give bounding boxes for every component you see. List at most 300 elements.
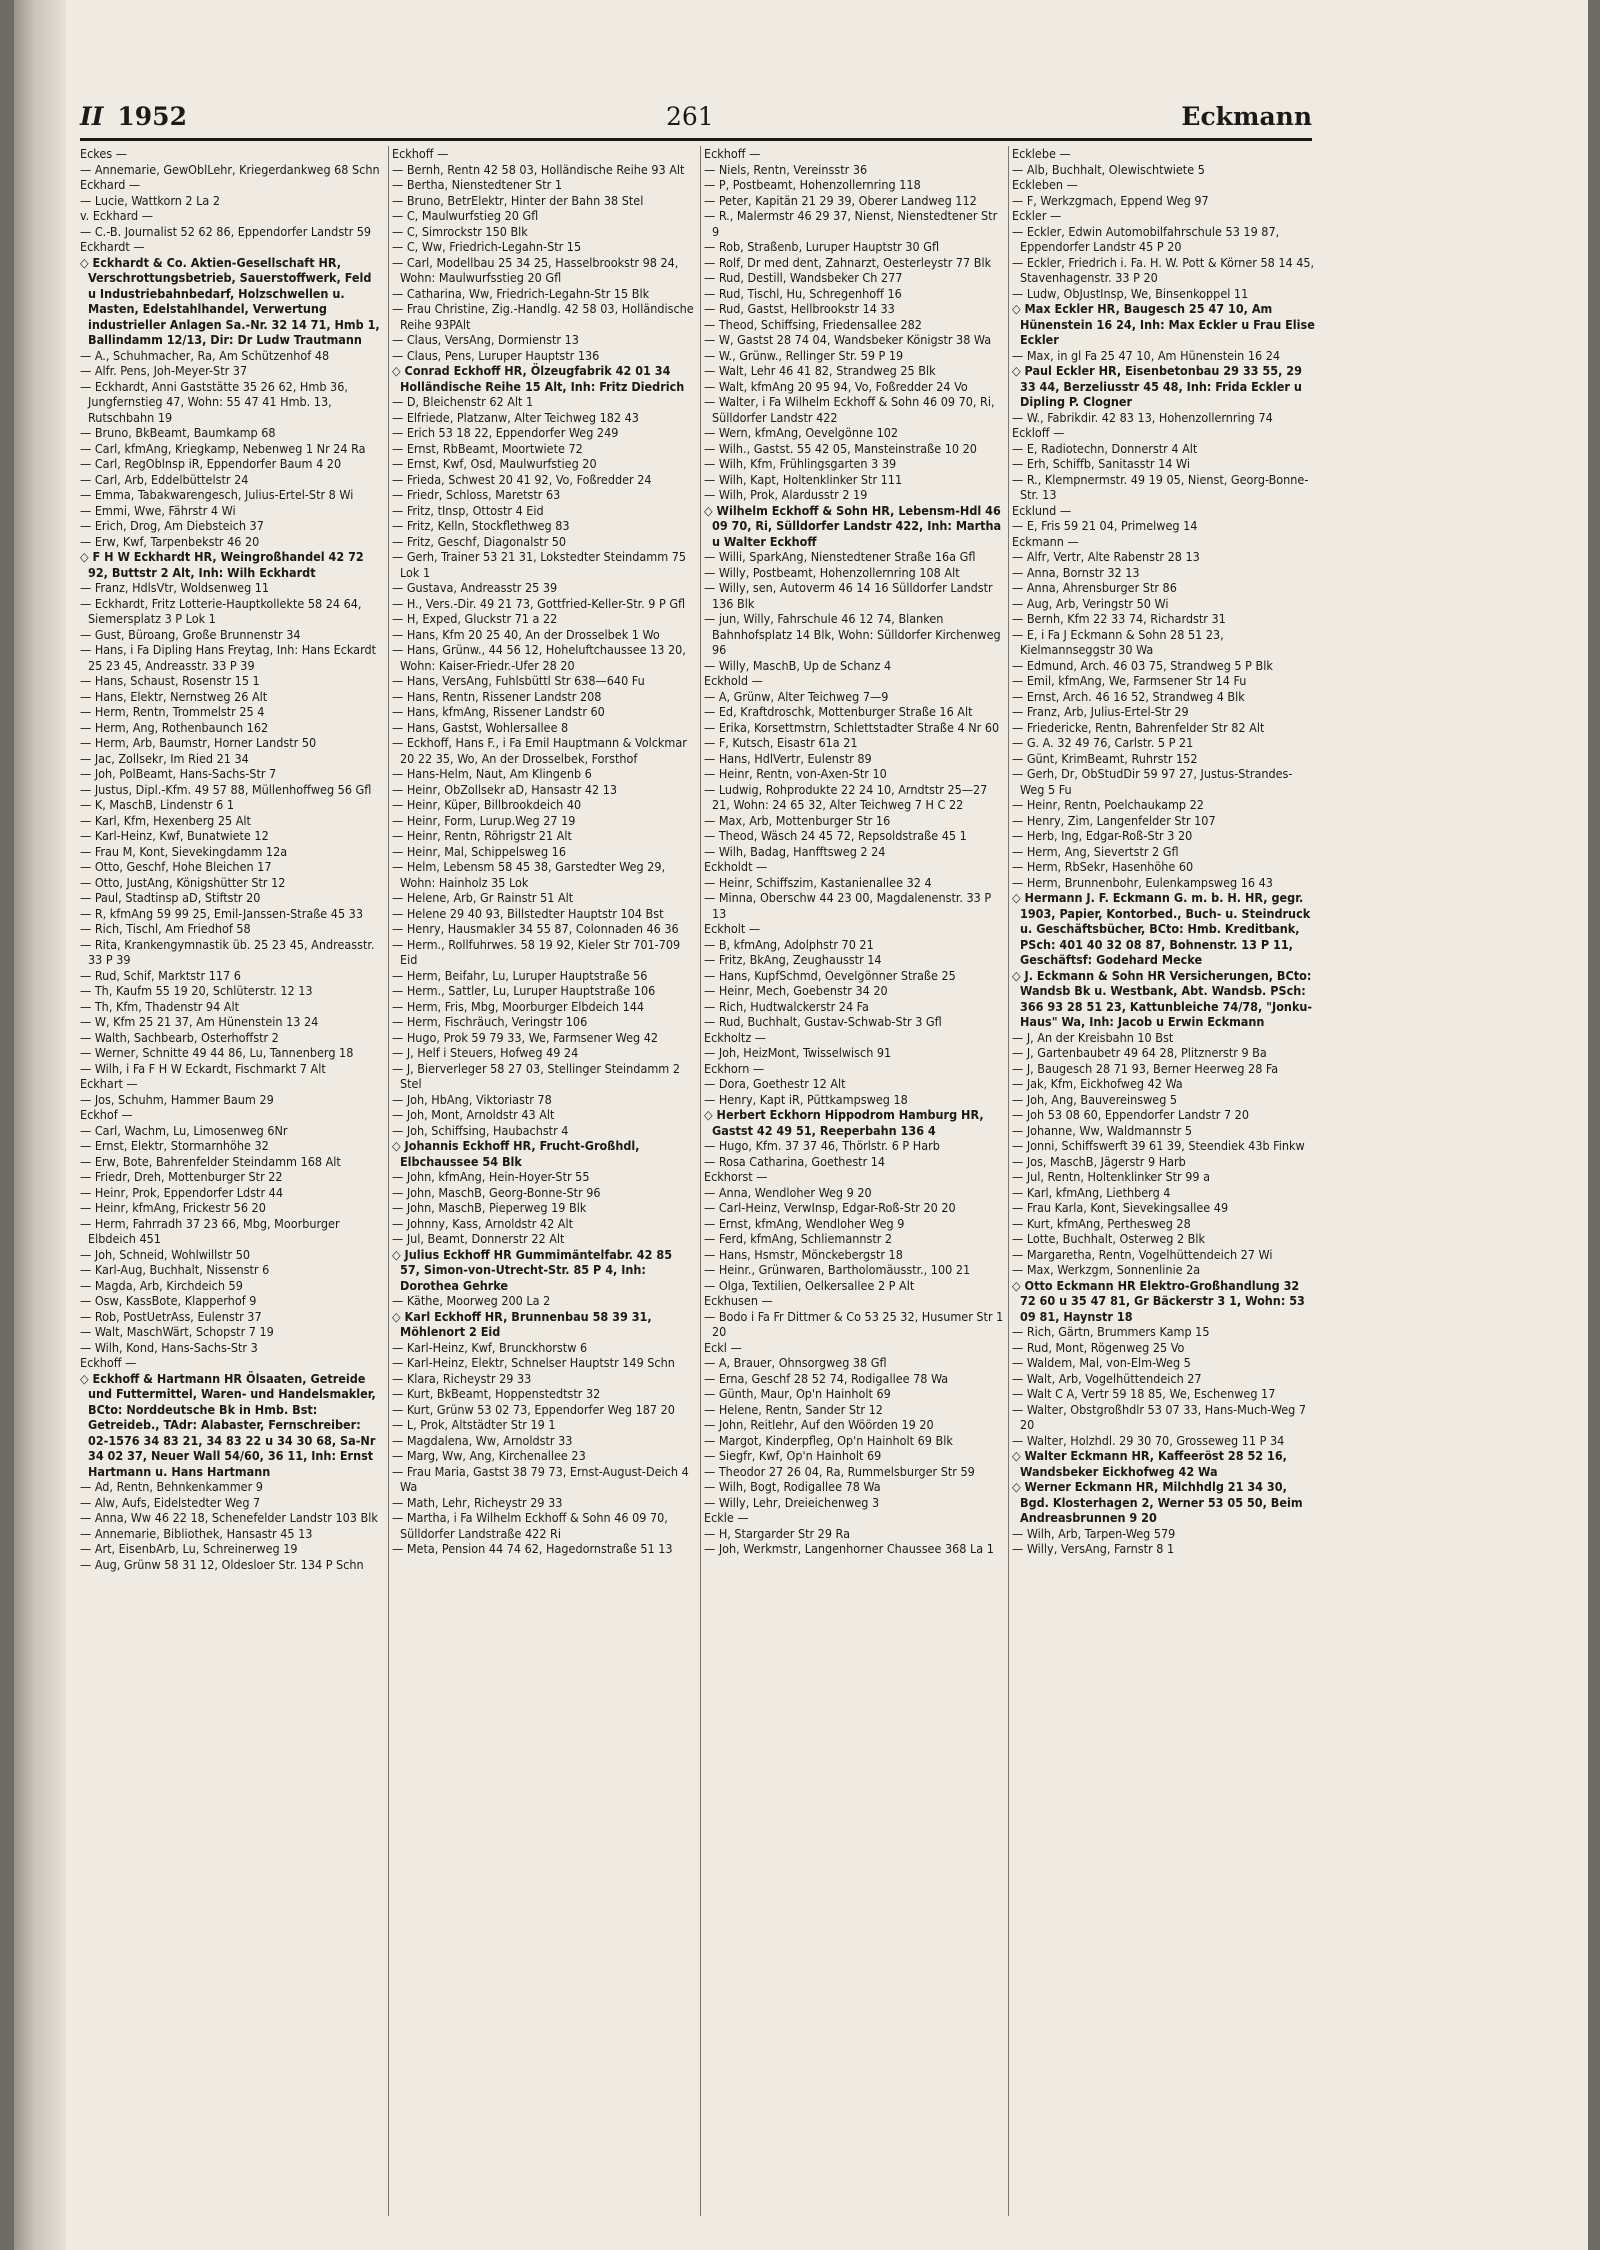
directory-entry: — Heinr, Mal, Schippelsweg 16: [392, 843, 566, 859]
directory-entry: ◇ Johannis Eckhoff HR, Frucht-Großhdl, Elbchaussee 54 Blk: [392, 1138, 640, 1169]
directory-entry: — Johanne, Ww, Waldmannstr 5: [1012, 1122, 1193, 1138]
directory-entry: — Hans, Kfm 20 25 40, An der Drosselbek 1 Wo: [392, 626, 660, 642]
directory-entry: — Magda, Arb, Kirchdeich 59: [80, 1277, 243, 1293]
directory-entry: — Helene, Rentn, Sander Str 12: [704, 1401, 883, 1417]
directory-entry: — Jac, Zollsekr, Im Ried 21 34: [80, 750, 249, 766]
directory-entry: ◇ Julius Eckhoff HR Gummimäntelfabr. 42 85 57, Simon-von-Utrecht-Str. 85 P 4, Inh: Dorothea Gehrke: [392, 1246, 673, 1293]
directory-entry: — Peter, Kapitän 21 29 39, Oberer Landweg 112: [704, 192, 977, 208]
column-2: [392, 146, 695, 2226]
directory-entry: — Theod, Schiffsing, Friedensallee 282: [704, 316, 922, 332]
directory-entry: — Carl, Modellbau 25 34 25, Hasselbrookstr 98 24, Wohn: Maulwurfsstieg 20 Gfl: [392, 254, 679, 285]
directory-entry: — Kurt, BkBeamt, Hoppenstedtstr 32: [392, 1386, 601, 1401]
directory-entry: — Th, Kfm, Thadenstr 94 Alt: [80, 998, 240, 1014]
directory-entry: — Rolf, Dr med dent, Zahnarzt, Oesterleystr 77 Blk: [704, 254, 992, 270]
directory-entry: — Carl, Wachm, Lu, Limosenweg 6Nr: [80, 1122, 288, 1138]
directory-entry: — K, MaschB, Lindenstr 6 1: [80, 797, 234, 812]
directory-entry: — Erich, Drog, Am Diebsteich 37: [80, 518, 264, 533]
directory-entry: — Joh, Werkmstr, Langenhorner Chaussee 368 La 1: [704, 1541, 994, 1556]
directory-entry: — Erw, Bote, Bahrenfelder Steindamm 168 Alt: [80, 1153, 341, 1169]
directory-entry: — Rich, Hudtwalckerstr 24 Fa: [704, 998, 869, 1014]
directory-entry: — Kurt, Grünw 53 02 73, Eppendorfer Weg 187 20: [392, 1401, 675, 1417]
directory-entry: — Hans, HdlVertr, Eulenstr 89: [704, 750, 872, 766]
directory-entry: — John, MaschB, Pieperweg 19 Blk: [392, 1200, 587, 1215]
directory-entry: — Eckhardt, Fritz Lotterie-Hauptkollekte 58 24 64, Siemersplatz 3 P Lok 1: [80, 595, 362, 626]
directory-entry: — Eckler, Friedrich i. Fa. H. W. Pott & Körner 58 14 45, Stavenhagenstr. 33 P 20: [1012, 254, 1315, 285]
directory-entry: — Bruno, BkBeamt, Baumkamp 68: [80, 425, 276, 440]
directory-entry: — F, Werkzgmach, Eppend Weg 97: [1012, 192, 1209, 208]
directory-entry: ◇ Herbert Eckhorn Hippodrom Hamburg HR, Gastst 42 49 51, Reeperbahn 136 4: [704, 1107, 984, 1138]
directory-entry: — Claus, VersAng, Dormienstr 13: [392, 332, 579, 347]
directory-entry: — Ludw, ObJustInsp, We, Binsenkoppel 11: [1012, 285, 1249, 301]
directory-entry: — Margot, Kinderpfleg, Op'n Hainholt 69 Blk: [704, 1432, 953, 1448]
directory-entry: — Claus, Pens, Luruper Hauptstr 136: [392, 347, 600, 363]
directory-entry: — Karl, kfmAng, Liethberg 4: [1012, 1184, 1171, 1200]
directory-entry: — Magdalena, Ww, Arnoldstr 33: [392, 1432, 573, 1448]
column-divider: [700, 146, 701, 2216]
directory-entry: — Willi, SparkAng, Nienstedtener Straße 16a Gfl: [704, 549, 976, 564]
directory-entry: — Eckhardt, Anni Gaststätte 35 26 62, Hmb 36, Jungfernstieg 47, Wohn: 55 47 41 Hmb. 13, Rutschbahn 19: [80, 378, 348, 425]
directory-entry: — Jonni, Schiffswerft 39 61 39, Steendiek 43b Finkw: [1012, 1138, 1305, 1153]
directory-entry: — Rob, PostUetrAss, Eulenstr 37: [80, 1308, 262, 1324]
directory-entry: — Martha, i Fa Wilhelm Eckhoff & Sohn 46 09 70, Sülldorfer Landstraße 422 Ri: [392, 1510, 668, 1541]
directory-entry: — Willy, Lehr, Dreieichenweg 3: [704, 1494, 880, 1510]
directory-entry: — Hans, Grünw., 44 56 12, Hoheluftchaussee 13 20, Wohn: Kaiser-Friedr.-Ufer 28 20: [392, 642, 686, 673]
directory-entry: — Walter, i Fa Wilhelm Eckhoff & Sohn 46 09 70, Ri, Sülldorfer Landstr 422: [704, 394, 995, 425]
directory-entry: — Joh, HeizMont, Twisselwisch 91: [704, 1045, 892, 1060]
directory-entry: — A, Brauer, Ohnsorgweg 38 Gfl: [704, 1355, 887, 1370]
directory-entry: — Alfr. Pens, Joh-Meyer-Str 37: [80, 363, 248, 378]
directory-entry: — Otto, Geschf, Hohe Bleichen 17: [80, 859, 272, 874]
directory-entry: ◇ J. Eckmann & Sohn HR Versicherungen, BCto: Wandsb Bk u. Westbank, Abt. Wandsb. PSch: 366 93 28 51 23, Kattunbleiche 74/78, "Jonku-Haus" Wa, Inh: Jacob u Erwin Eckmann: [1012, 967, 1313, 1029]
directory-entry: Eckholtz —: [704, 1029, 767, 1045]
directory-entry: — Joh, HbAng, Viktoriastr 78: [392, 1091, 552, 1107]
directory-entry: — A., Schuhmacher, Ra, Am Schützenhof 48: [80, 347, 330, 363]
directory-entry: — Paul, Stadtinsp aD, Stiftstr 20: [80, 890, 261, 905]
directory-entry: — Heinr, Rentn, Röhrigstr 21 Alt: [392, 828, 572, 843]
directory-entry: — Wilh, Bogt, Rodigallee 78 Wa: [704, 1479, 881, 1494]
directory-entry: — J, An der Kreisbahn 10 Bst: [1012, 1029, 1174, 1045]
directory-entry: — Bertha, Nienstedtener Str 1: [392, 177, 563, 192]
directory-entry: — Herb, Ing, Edgar-Roß-Str 3 20: [1012, 828, 1193, 843]
directory-entry: — Ludwig, Rohprodukte 22 24 10, Arndtstr 25—27 21, Wohn: 24 65 32, Alter Teichweg 7 H C 22: [704, 781, 988, 812]
directory-entry: — Jos, Schuhm, Hammer Baum 29: [80, 1091, 274, 1107]
directory-entry: — Henry, Kapt iR, Püttkampsweg 18: [704, 1091, 908, 1107]
directory-entry: — Rud, Gastst, Hellbrookstr 14 33: [704, 301, 895, 316]
directory-entry: Eckhold —: [704, 673, 763, 688]
directory-entry: — Kurt, kfmAng, Perthesweg 28: [1012, 1215, 1191, 1231]
directory-entry: — Joh, Mont, Arnoldstr 43 Alt: [392, 1107, 555, 1122]
directory-entry: — Herm, RbSekr, Hasenhöhe 60: [1012, 859, 1194, 874]
directory-entry: — Fritz, Kelln, Stockflethweg 83: [392, 518, 570, 533]
directory-entry: — J, Gartenbaubetr 49 64 28, Plitznerstr 9 Ba: [1012, 1045, 1267, 1060]
directory-entry: — John, MaschB, Georg-Bonne-Str 96: [392, 1184, 601, 1200]
directory-entry: — Heinr, Form, Lurup.Weg 27 19: [392, 812, 576, 828]
directory-entry: — Friedr, Dreh, Mottenburger Str 22: [80, 1169, 283, 1184]
directory-entry: — Ed, Kraftdroschk, Mottenburger Straße 16 Alt: [704, 704, 973, 719]
directory-entry: — E, Fris 59 21 04, Primelweg 14: [1012, 518, 1198, 533]
directory-entry: Eckhard —: [80, 177, 141, 192]
directory-entry: — Wern, kfmAng, Oevelgönne 102: [704, 425, 899, 440]
directory-entry: — Hans, Hsmstr, Mönckebergstr 18: [704, 1246, 903, 1262]
directory-entry: — Walter, Holzhdl. 29 30 70, Grosseweg 11 P 34: [1012, 1432, 1285, 1448]
directory-entry: — W., Grünw., Rellinger Str. 59 P 19: [704, 347, 904, 363]
directory-entry: — Herm, Beifahr, Lu, Luruper Hauptstraße 56: [392, 967, 648, 983]
directory-entry: — C.-B. Journalist 52 62 86, Eppendorfer Landstr 59: [80, 223, 372, 239]
directory-entry: — Erh, Schiffb, Sanitasstr 14 Wi: [1012, 456, 1190, 471]
directory-entry: — John, kfmAng, Hein-Hoyer-Str 55: [392, 1169, 590, 1184]
directory-entry: — Heinr, Rentn, Poelchaukamp 22: [1012, 797, 1204, 812]
directory-entry: Eckhusen —: [704, 1293, 773, 1308]
directory-entry: — Erich 53 18 22, Eppendorfer Weg 249: [392, 425, 619, 440]
directory-entry: — Wilh, Badag, Hanfftsweg 2 24: [704, 843, 886, 859]
directory-entry: — Johnny, Kass, Arnoldstr 42 Alt: [392, 1215, 574, 1231]
directory-entry: — Minna, Oberschw 44 23 00, Magdalenenstr. 33 P 13: [704, 890, 992, 921]
directory-entry: ◇ Eckhardt & Co. Aktien-Gesellschaft HR, Verschrottungsbetrieb, Sauerstoffwerk, Feld u Industriebahnbedarf, Holzschwellen u. Masten, Edelstahlhandel, Verwertung industrieller Anlagen Sa.-Nr. 32 14 71, Hmb 1, Ballindamm 12/13, Dir: Dr Ludw Trautmann: [80, 254, 380, 347]
directory-entry: — Günt, KrimBeamt, Ruhrstr 152: [1012, 750, 1198, 766]
directory-entry: — Bernh, Rentn 42 58 03, Holländische Reihe 93 Alt: [392, 161, 685, 177]
directory-entry: ◇ Walter Eckmann HR, Kaffeeröst 28 52 16, Wandsbeker Eickhofweg 42 Wa: [1012, 1448, 1287, 1479]
directory-entry: — Rud, Tischl, Hu, Schregenhoff 16: [704, 285, 902, 301]
year: 1952: [117, 102, 187, 131]
directory-entry: — Herm, Brunnenbohr, Eulenkampsweg 16 43: [1012, 874, 1273, 890]
directory-entry: v. Eckhard —: [80, 208, 154, 223]
directory-entry: — Anna, Ww 46 22 18, Schenefelder Landstr 103 Blk: [80, 1510, 378, 1525]
directory-entry: — Willy, sen, Autoverm 46 14 16 Sülldorfer Landstr 136 Blk: [704, 580, 993, 611]
volume-roman: II: [80, 102, 104, 131]
directory-entry: — Art, EisenbArb, Lu, Schreinerweg 19: [80, 1541, 298, 1556]
directory-entry: — Erika, Korsettmstrn, Schlettstadter Straße 4 Nr 60: [704, 719, 1000, 735]
directory-entry: — Fritz, Geschf, Diagonalstr 50: [392, 533, 567, 549]
directory-entry: — Ernst, RbBeamt, Moortwiete 72: [392, 440, 583, 456]
directory-entry: — Waldem, Mal, von-Elm-Weg 5: [1012, 1355, 1191, 1370]
directory-entry: ◇ Paul Eckler HR, Eisenbetonbau 29 33 55, 29 33 44, Berzeliusstr 45 48, Inh: Frida Eckler u Dipling P. Clogner: [1012, 363, 1302, 409]
directory-entry: — W, Gastst 28 74 04, Wandsbeker Königstr 38 Wa: [704, 332, 992, 347]
directory-entry: — Willy, Postbeamt, Hohenzollernring 108 Alt: [704, 564, 960, 580]
directory-entry: — Fritz, BkAng, Zeughausstr 14: [704, 952, 882, 967]
directory-entry: Ecklebe —: [1012, 146, 1071, 161]
volume-year: [80, 102, 187, 131]
directory-entry: — Karl-Heinz, Elektr, Schnelser Hauptstr 149 Schn: [392, 1355, 675, 1370]
directory-entry: — Walt, kfmAng 20 95 94, Vo, Foßredder 24 Vo: [704, 378, 968, 394]
directory-entry: — Willy, MaschB, Up de Schanz 4: [704, 657, 892, 673]
directory-entry: — W., Fabrikdir. 42 83 13, Hohenzollernring 74: [1012, 409, 1273, 425]
page-number: 261: [666, 102, 714, 131]
directory-entry: — Hans, i Fa Dipling Hans Freytag, Inh: Hans Eckardt 25 23 45, Andreasstr. 33 P 39: [80, 642, 377, 673]
directory-entry: — J, Bierverleger 58 27 03, Stellinger Steindamm 2 Stel: [392, 1060, 680, 1091]
directory-entry: — C, Maulwurfstieg 20 Gfl: [392, 208, 539, 223]
directory-entry: — Lucie, Wattkorn 2 La 2: [80, 192, 221, 208]
directory-entry: — Rita, Krankengymnastik üb. 25 23 45, Andreasstr. 33 P 39: [80, 936, 375, 967]
directory-entry: — Joh, PolBeamt, Hans-Sachs-Str 7: [80, 766, 277, 781]
directory-entry: — Joh 53 08 60, Eppendorfer Landstr 7 20: [1012, 1107, 1249, 1122]
directory-entry: — Ferd, kfmAng, Schliemannstr 2: [704, 1231, 893, 1246]
directory-entry: — Walt, MaschWärt, Schopstr 7 19: [80, 1324, 274, 1339]
directory-entry: — H, Stargarder Str 29 Ra: [704, 1525, 850, 1541]
directory-entry: — Annemarie, GewOblLehr, Kriegerdankweg 68 Schn: [80, 161, 380, 177]
directory-entry: — R., Malermstr 46 29 37, Nienst, Nienstedtener Str 9: [704, 208, 998, 239]
directory-entry: — Heinr, Rentn, von-Axen-Str 10: [704, 766, 887, 781]
column-divider: [388, 146, 389, 2216]
directory-entry: — Rich, Gärtn, Brummers Kamp 15: [1012, 1324, 1210, 1339]
directory-entry: — Herm, Fischräuch, Veringstr 106: [392, 1014, 588, 1029]
directory-entry: Eckhart —: [80, 1076, 138, 1091]
directory-entry: — Heinr, Prok, Eppendorfer Ldstr 44: [80, 1184, 283, 1200]
directory-entry: — Ad, Rentn, Behnkenkammer 9: [80, 1479, 263, 1494]
directory-entry: — Klara, Richeystr 29 33: [392, 1370, 532, 1386]
directory-entry: — Carl, Arb, Eddelbüttelstr 24: [80, 471, 249, 487]
directory-entry: — L, Prok, Altstädter Str 19 1: [392, 1417, 556, 1432]
directory-entry: — Max, Arb, Mottenburger Str 16: [704, 812, 891, 828]
directory-entry: — Friedericke, Rentn, Bahrenfelder Str 82 Alt: [1012, 719, 1265, 735]
directory-entry: — Emma, Tabakwarengesch, Julius-Ertel-Str 8 Wi: [80, 487, 354, 502]
directory-entry: Eckhoff —: [392, 146, 449, 161]
directory-entry: — Herm, Ang, Sievertstr 2 Gfl: [1012, 843, 1179, 859]
directory-entry: — Rosa Catharina, Goethestr 14: [704, 1153, 886, 1169]
directory-entry: — Justus, Dipl.-Kfm. 49 57 88, Müllenhoffweg 56 Gfl: [80, 781, 372, 797]
directory-entry: Eckhorn —: [704, 1060, 765, 1076]
directory-entry: Eckle —: [704, 1510, 749, 1525]
directory-entry: — G. A. 32 49 76, Carlstr. 5 P 21: [1012, 735, 1194, 750]
directory-entry: — Walt, Lehr 46 41 82, Strandweg 25 Blk: [704, 363, 936, 378]
directory-entry: — Wilh, Prok, Alardusstr 2 19: [704, 487, 868, 502]
directory-entry: — Bernh, Kfm 22 33 74, Richardstr 31: [1012, 611, 1226, 626]
column-1: [80, 146, 383, 2226]
directory-entry: — E, Radiotechn, Donnerstr 4 Alt: [1012, 440, 1198, 456]
column-4: [1012, 146, 1315, 2226]
directory-entry: — Heinr, Küper, Billbrookdeich 40: [392, 797, 582, 812]
directory-entry: — H, Exped, Gluckstr 71 a 22: [392, 611, 558, 626]
directory-entry: — Ernst, kfmAng, Wendloher Weg 9: [704, 1215, 905, 1231]
directory-entry: Eckhardt —: [80, 239, 145, 254]
directory-entry: — Carl, kfmAng, Kriegkamp, Nebenweg 1 Nr 24 Ra: [80, 440, 366, 456]
directory-entry: — Hans, kfmAng, Rissener Landstr 60: [392, 704, 605, 719]
directory-entry: — C, Simrockstr 150 Blk: [392, 223, 528, 239]
directory-entry: — Hans, Rentn, Rissener Landstr 208: [392, 688, 602, 704]
directory-page: [14, 0, 1588, 2250]
directory-entry: — Osw, KassBote, Klapperhof 9: [80, 1293, 257, 1308]
directory-entry: — Frau Karla, Kont, Sievekingsallee 49: [1012, 1200, 1229, 1215]
directory-entry: — P, Postbeamt, Hohenzollernring 118: [704, 177, 921, 192]
directory-entry: — B, kfmAng, Adolphstr 70 21: [704, 936, 874, 952]
directory-entry: — Eckhoff, Hans F., i Fa Emil Hauptmann & Volckmar 20 22 35, Wo, An der Drosselbek, Forsthof: [392, 735, 687, 766]
directory-entry: ◇ Eckhoff & Hartmann HR Ölsaaten, Getreide und Futtermittel, Waren- und Handelsmakler, BCto: Norddeutsche Bk in Hmb. Bst: Getreideb., TAdr: Alabaster, Fernschreiber: 02-1576 34 83 21, 34 83 22 u 34 30 68, Sa-Nr 34 02 37, Neuer Wall 54/60, 36 11, Inh: Ernst Hartmann u. Hans Hartmann: [80, 1370, 376, 1479]
directory-entry: — Karl-Heinz, Kwf, Brunckhorstw 6: [392, 1339, 588, 1355]
directory-entry: — Alfr, Vertr, Alte Rabenstr 28 13: [1012, 549, 1200, 564]
directory-entry: — Rud, Schif, Marktstr 117 6: [80, 967, 241, 983]
directory-entry: — Karl-Heinz, Kwf, Bunatwiete 12: [80, 828, 269, 843]
directory-entry: — Annemarie, Bibliothek, Hansastr 45 13: [80, 1525, 313, 1541]
directory-entry: — Lotte, Buchhalt, Osterweg 2 Blk: [1012, 1231, 1206, 1246]
directory-entry: — Käthe, Moorweg 200 La 2: [392, 1293, 551, 1308]
directory-entry: ◇ Conrad Eckhoff HR, Ölzeugfabrik 42 01 34 Holländische Reihe 15 Alt, Inh: Fritz Diedrich: [392, 363, 685, 394]
directory-entry: — Edmund, Arch. 46 03 75, Strandweg 5 P Blk: [1012, 657, 1273, 673]
directory-entry: — Gustava, Andreasstr 25 39: [392, 580, 558, 595]
header-rule: [80, 138, 1312, 141]
directory-entry: — Rob, Straßenb, Luruper Hauptstr 30 Gfl: [704, 239, 940, 254]
directory-entry: ◇ Otto Eckmann HR Elektro-Großhandlung 32 72 60 u 35 47 81, Gr Bäckerstr 3 1, Wohn: 53 09 81, Haynstr 18: [1012, 1277, 1305, 1324]
directory-entry: — Ernst, Arch. 46 16 52, Strandweg 4 Blk: [1012, 688, 1245, 704]
directory-entry: Eckleben —: [1012, 177, 1078, 192]
directory-entry: — Franz, HdlsVtr, Woldsenweg 11: [80, 580, 270, 595]
directory-entry: — Erw, Kwf, Tarpenbekstr 46 20: [80, 533, 260, 549]
directory-entry: — Anna, Bornstr 32 13: [1012, 564, 1140, 580]
directory-entry: — Aug, Arb, Veringstr 50 Wi: [1012, 595, 1169, 611]
directory-entry: — Herm, Fris, Mbg, Moorburger Elbdeich 144: [392, 998, 645, 1014]
directory-entry: Eckholt —: [704, 921, 761, 936]
directory-entry: — Fritz, tInsp, Ottostr 4 Eid: [392, 502, 544, 518]
directory-entry: — Gerh, Dr, ObStudDir 59 97 27, Justus-Strandes-Weg 5 Fu: [1012, 766, 1293, 797]
directory-entry: — Bodo i Fa Fr Dittmer & Co 53 25 32, Husumer Str 1 20: [704, 1308, 1004, 1339]
directory-entry: — Jak, Kfm, Eickhofweg 42 Wa: [1012, 1076, 1183, 1091]
directory-entry: — Herm, Fahrradh 37 23 66, Mbg, Moorburger Elbdeich 451: [80, 1215, 340, 1246]
directory-entry: — Wilh, Arb, Tarpen-Weg 579: [1012, 1525, 1176, 1541]
directory-entry: Eckler —: [1012, 208, 1062, 223]
directory-entry: — Hans-Helm, Naut, Am Klingenb 6: [392, 766, 592, 781]
directory-entry: — Helene, Arb, Gr Rainstr 51 Alt: [392, 890, 574, 905]
directory-entry: — R., Klempnermstr. 49 19 05, Nienst, Georg-Bonne-Str. 13: [1012, 471, 1309, 502]
directory-entry: — Olga, Textilien, Oelkersallee 2 P Alt: [704, 1277, 915, 1293]
directory-entry: — W, Kfm 25 21 37, Am Hünenstein 13 24: [80, 1014, 319, 1029]
directory-entry: — Jul, Beamt, Donnerstr 22 Alt: [392, 1231, 565, 1246]
directory-entry: — Margaretha, Rentn, Vogelhüttendeich 27 Wi: [1012, 1246, 1273, 1262]
directory-entry: — Heinr, Mech, Goebenstr 34 20: [704, 983, 888, 998]
page-header: [80, 92, 1312, 138]
directory-entry: — Eckler, Edwin Automobilfahrschule 53 19 87, Eppendorfer Landstr 45 P 20: [1012, 223, 1280, 254]
directory-entry: — Hugo, Prok 59 79 33, We, Farmsener Weg 42: [392, 1029, 659, 1045]
directory-entry: — F, Kutsch, Eisastr 61a 21: [704, 735, 858, 750]
directory-entry: ◇ Max Eckler HR, Baugesch 25 47 10, Am Hünenstein 16 24, Inh: Max Eckler u Frau Elise Eckler: [1012, 301, 1315, 347]
directory-entry: — Heinr, kfmAng, Frickestr 56 20: [80, 1200, 266, 1215]
directory-entry: — Frau Christine, Zig.-Handlg. 42 58 03, Holländische Reihe 93PAlt: [392, 301, 694, 332]
directory-entry: — A, Grünw, Alter Teichweg 7—9: [704, 688, 889, 704]
directory-entry: — Wilh, Kfm, Frühlingsgarten 3 39: [704, 456, 897, 471]
directory-entry: ◇ Hermann J. F. Eckmann G. m. b. H. HR, gegr. 1903, Papier, Kontorbed., Buch- u. Steindruck u. Geschäftsbücher, BCto: Hmb. Kreditbank, PSch: 401 40 32 08 87, Bohnenstr. 13 P 11, Geschäftsf: Godehard Mecke: [1012, 890, 1311, 967]
directory-entry: — Joh, Schiffsing, Haubachstr 4: [392, 1122, 569, 1138]
directory-entry: — Heinr, ObZollsekr aD, Hansastr 42 13: [392, 781, 618, 797]
directory-entry: — Joh, Ang, Bauvereinsweg 5: [1012, 1091, 1178, 1107]
directory-entry: — Hans, KupfSchmd, Oevelgönner Straße 25: [704, 967, 956, 983]
directory-entry: — Aug, Grünw 58 31 12, Oldesloer Str. 134 P Schn: [80, 1556, 364, 1572]
directory-entry: — Carl-Heinz, VerwInsp, Edgar-Roß-Str 20 20: [704, 1200, 956, 1215]
directory-entry: — Rich, Tischl, Am Friedhof 58: [80, 921, 251, 936]
directory-entry: — Wilh, i Fa F H W Eckardt, Fischmarkt 7 Alt: [80, 1060, 326, 1076]
directory-entry: — Frau Maria, Gastst 38 79 73, Ernst-August-Deich 4 Wa: [392, 1463, 689, 1494]
directory-entry: — Henry, Hausmakler 34 55 87, Colonnaden 46 36: [392, 921, 679, 936]
directory-entry: — Walt C A, Vertr 59 18 85, We, Eschenweg 17: [1012, 1386, 1276, 1401]
directory-entry: — Niels, Rentn, Vereinsstr 36: [704, 161, 868, 177]
directory-entry: — Otto, JustAng, Königshütter Str 12: [80, 874, 286, 890]
directory-entry: Eckmann —: [1012, 533, 1079, 549]
directory-entry: — J, Baugesch 28 71 93, Berner Heerweg 28 Fa: [1012, 1060, 1279, 1076]
directory-entry: — C, Ww, Friedrich-Legahn-Str 15: [392, 239, 582, 254]
directory-entry: — Walt, Arb, Vogelhüttendeich 27: [1012, 1370, 1202, 1386]
directory-entry: ◇ Karl Eckhoff HR, Brunnenbau 58 39 31, Möhlenort 2 Eid: [392, 1308, 652, 1339]
directory-entry: — Herm, Arb, Baumstr, Horner Landstr 50: [80, 735, 317, 750]
directory-entry: — Bruno, BetrElektr, Hinter der Bahn 38 Stel: [392, 192, 644, 208]
directory-entry: — Alb, Buchhalt, Olewischtwiete 5: [1012, 161, 1205, 177]
directory-entry: — Hans, Schaust, Rosenstr 15 1: [80, 673, 260, 688]
directory-entry: — Jul, Rentn, Holtenklinker Str 99 a: [1012, 1169, 1211, 1184]
directory-entry: — Rud, Buchhalt, Gustav-Schwab-Str 3 Gfl: [704, 1014, 942, 1029]
directory-entry: — Walth, Sachbearb, Osterhoffstr 2: [80, 1029, 279, 1045]
directory-entry: — Max, Werkzgm, Sonnenlinie 2a: [1012, 1262, 1201, 1277]
column-divider: [1008, 146, 1009, 2216]
directory-entry: — Herm, Rentn, Trommelstr 25 4: [80, 704, 265, 719]
directory-entry: Eckhof —: [80, 1107, 133, 1122]
directory-entry: ◇ F H W Eckhardt HR, Weingroßhandel 42 72 92, Buttstr 2 Alt, Inh: Wilh Eckhardt: [80, 549, 364, 580]
directory-entry: — Ernst, Kwf, Osd, Maulwurfstieg 20: [392, 456, 597, 471]
directory-entry: — Günth, Maur, Op'n Hainholt 69: [704, 1386, 891, 1401]
directory-entry: — Heinr., Grünwaren, Bartholomäusstr., 100 21: [704, 1262, 971, 1277]
directory-entry: — Dora, Goethestr 12 Alt: [704, 1076, 846, 1091]
directory-entry: — Karl-Aug, Buchhalt, Nissenstr 6: [80, 1262, 270, 1277]
directory-entry: — Th, Kaufm 55 19 20, Schlüterstr. 12 13: [80, 983, 313, 998]
directory-entry: — H., Vers.-Dir. 49 21 73, Gottfried-Keller-Str. 9 P Gfl: [392, 595, 686, 611]
directory-entry: — Max, in gl Fa 25 47 10, Am Hünenstein 16 24: [1012, 347, 1281, 363]
directory-entry: — Gerh, Trainer 53 21 31, Lokstedter Steindamm 75 Lok 1: [392, 549, 687, 580]
directory-entry: — Rud, Destill, Wandsbeker Ch 277: [704, 270, 903, 285]
directory-entry: — Helm, Lebensm 58 45 38, Garstedter Weg 29, Wohn: Hainholz 35 Lok: [392, 859, 666, 890]
directory-entry: — Karl, Kfm, Hexenberg 25 Alt: [80, 812, 251, 828]
directory-entry: — Henry, Zim, Langenfelder Str 107: [1012, 812, 1216, 828]
directory-entry: — Frieda, Schwest 20 41 92, Vo, Foßredder 24: [392, 471, 652, 487]
column-3: [704, 146, 1007, 2226]
directory-entry: Eckhoff —: [80, 1355, 137, 1370]
directory-entry: — Hans, Gastst, Wohlersallee 8: [392, 719, 569, 735]
directory-entry: Eckes —: [80, 146, 127, 161]
directory-entry: — Wilh, Kapt, Holtenklinker Str 111: [704, 471, 903, 487]
directory-entry: — R, kfmAng 59 99 25, Emil-Janssen-Straße 45 33: [80, 905, 363, 921]
directory-entry: — Anna, Wendloher Weg 9 20: [704, 1184, 872, 1200]
directory-entry: — Walter, Obstgroßhdlr 53 07 33, Hans-Much-Weg 7 20: [1012, 1401, 1307, 1432]
book-gutter: [14, 0, 66, 2250]
directory-entry: — Wilh, Kond, Hans-Sachs-Str 3: [80, 1339, 258, 1355]
directory-entry: — Joh, Schneid, Wohlwillstr 50: [80, 1246, 251, 1262]
directory-entry: Eckloff —: [1012, 425, 1065, 440]
directory-entry: — Friedr, Schloss, Maretstr 63: [392, 487, 561, 502]
directory-entry: — Jos, MaschB, Jägerstr 9 Harb: [1012, 1153, 1186, 1169]
directory-entry: — Herm, Ang, Rothenbaunch 162: [80, 719, 269, 735]
directory-entry: — Wilh., Gastst. 55 42 05, Mansteinstraße 10 20: [704, 440, 977, 456]
directory-entry: — Carl, RegOblnsp iR, Eppendorfer Baum 4 20: [80, 456, 342, 471]
directory-entry: — Math, Lehr, Richeystr 29 33: [392, 1494, 563, 1510]
directory-entry: Eckholdt —: [704, 859, 768, 874]
directory-entry: — Alw, Aufs, Eidelstedter Weg 7: [80, 1494, 261, 1510]
directory-entry: — Siegfr, Kwf, Op'n Hainholt 69: [704, 1448, 882, 1463]
running-head: Eckmann: [1181, 102, 1312, 131]
directory-entry: — Meta, Pension 44 74 62, Hagedornstraße 51 13: [392, 1541, 673, 1556]
directory-entry: — Emil, kfmAng, We, Farmsener Str 14 Fu: [1012, 673, 1247, 688]
directory-entry: ◇ Wilhelm Eckhoff & Sohn HR, Lebensm-Hdl 46 09 70, Ri, Sülldorfer Landstr 422, Inh: Martha u Walter Eckhoff: [704, 502, 1002, 549]
directory-entry: — Theod, Wäsch 24 45 72, Repsoldstraße 45 1: [704, 828, 967, 843]
directory-entry: — Theodor 27 26 04, Ra, Rummelsburger Str 59: [704, 1463, 975, 1479]
directory-entry: — Herm., Rollfuhrwes. 58 19 92, Kieler Str 701-709 Eid: [392, 936, 681, 967]
directory-entry: — E, i Fa J Eckmann & Sohn 28 51 23, Kielmannseggstr 30 Wa: [1012, 626, 1224, 657]
directory-entry: — jun, Willy, Fahrschule 46 12 74, Blanken Bahnhofsplatz 14 Blk, Wohn: Sülldorfer Kirchenweg 96: [704, 611, 1001, 657]
directory-entry: — Werner, Schnitte 49 44 86, Lu, Tannenberg 18: [80, 1045, 354, 1060]
directory-entry: — J, Helf i Steuers, Hofweg 49 24: [392, 1045, 579, 1060]
directory-entry: — Helene 29 40 93, Billstedter Hauptstr 104 Bst: [392, 905, 664, 921]
directory-entry: — Frau M, Kont, Sievekingdamm 12a: [80, 843, 288, 859]
directory-entry: — John, Reitlehr, Auf den Wöörden 19 20: [704, 1417, 934, 1432]
directory-entry: — Ernst, Elektr, Stormarnhöhe 32: [80, 1138, 269, 1153]
directory-entry: ◇ Werner Eckmann HR, Milchhdlg 21 34 30, Bgd. Klosterhagen 2, Werner 53 05 50, Beim Andreasbrunnen 9 20: [1012, 1479, 1303, 1525]
directory-entry: Ecklund —: [1012, 502, 1072, 518]
directory-entry: — Franz, Arb, Julius-Ertel-Str 29: [1012, 704, 1189, 719]
directory-entry: — Heinr, Schiffszim, Kastanienallee 32 4: [704, 874, 932, 890]
directory-entry: Eckhoff —: [704, 146, 761, 161]
directory-entry: — Catharina, Ww, Friedrich-Legahn-Str 15 Blk: [392, 285, 650, 301]
